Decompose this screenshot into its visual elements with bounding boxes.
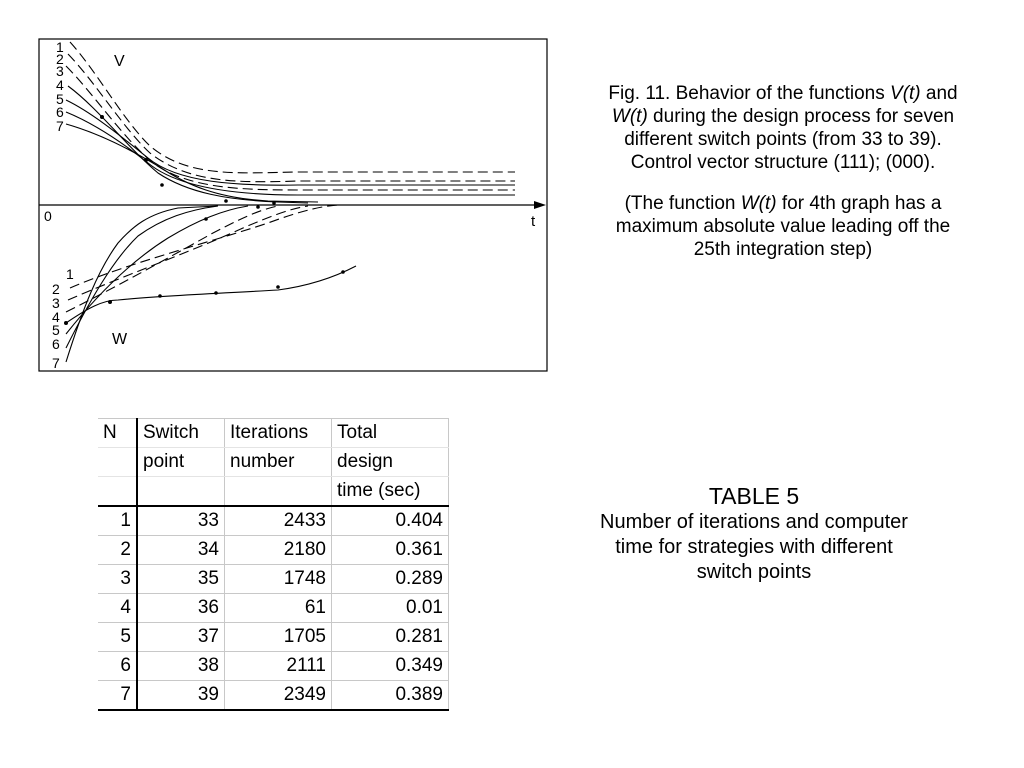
t-label: t — [531, 213, 536, 230]
table-row — [98, 565, 449, 594]
header-cell: Switch — [137, 419, 225, 448]
cell-switch-point: 38 — [137, 652, 225, 681]
w-marker — [341, 270, 345, 274]
cell-switch-point: 34 — [137, 536, 225, 565]
figure-plot — [38, 38, 548, 372]
v-marker — [100, 115, 104, 119]
v-curve-markers — [100, 115, 276, 205]
figure-caption — [562, 82, 1004, 261]
header-cell: number — [225, 448, 332, 477]
caption-italic: W(t) — [611, 106, 648, 127]
table-header-row — [98, 477, 449, 507]
table-row — [98, 536, 449, 565]
cell-iterations: 2111 — [225, 652, 332, 681]
table-caption-line: switch points — [696, 561, 812, 583]
table-row — [98, 506, 449, 536]
w-curves — [66, 205, 356, 362]
w-curve-label: 5 — [52, 322, 60, 338]
v-curve-label: 4 — [56, 77, 64, 93]
caption-text: and — [920, 83, 958, 104]
cell-n: 6 — [98, 652, 137, 681]
table-row — [98, 623, 449, 652]
w-label: W — [112, 331, 128, 348]
table-row — [98, 652, 449, 681]
table-row — [98, 681, 449, 711]
table-title: TABLE 5 — [708, 483, 800, 509]
v-curves — [66, 42, 515, 203]
cell-time: 0.404 — [332, 506, 449, 536]
v-curve-label: 5 — [56, 91, 64, 107]
cell-switch-point: 39 — [137, 681, 225, 711]
cell-iterations: 61 — [225, 594, 332, 623]
header-cell: Iterations — [225, 419, 332, 448]
origin-label: 0 — [44, 208, 52, 224]
header-cell: time (sec) — [332, 477, 449, 507]
caption-text: during the design process for seven — [647, 106, 955, 127]
fig-note-line — [562, 192, 1004, 215]
cell-switch-point: 33 — [137, 506, 225, 536]
cell-switch-point: 37 — [137, 623, 225, 652]
cell-switch-point: 35 — [137, 565, 225, 594]
v-label: V — [114, 53, 125, 70]
header-cell — [98, 477, 137, 507]
header-cell — [137, 477, 225, 507]
table-caption — [548, 482, 960, 585]
fig-caption-line — [562, 105, 1004, 128]
w-curve-5 — [66, 206, 248, 334]
table-caption-line: Number of iterations and computer — [600, 511, 908, 533]
v-curve-label: 7 — [56, 118, 64, 134]
caption-text: for 4th graph has a — [776, 193, 942, 214]
v-marker — [272, 201, 276, 205]
fig-caption-line — [562, 82, 1004, 105]
header-cell — [98, 448, 137, 477]
w-curve-label: 7 — [52, 355, 60, 371]
header-cell: design — [332, 448, 449, 477]
v-curve-label: 6 — [56, 104, 64, 120]
caption-text: (The function — [624, 193, 741, 214]
w-marker — [276, 285, 280, 289]
w-curve-label: 1 — [66, 266, 74, 282]
caption-italic: W(t) — [740, 193, 777, 214]
w-curve-labels — [52, 266, 74, 371]
cell-time: 0.361 — [332, 536, 449, 565]
w-marker — [204, 217, 208, 221]
cell-n: 5 — [98, 623, 137, 652]
header-cell: N — [98, 419, 137, 448]
cell-time: 0.349 — [332, 652, 449, 681]
cell-time: 0.389 — [332, 681, 449, 711]
cell-time: 0.01 — [332, 594, 449, 623]
w-marker — [214, 291, 218, 295]
cell-n: 2 — [98, 536, 137, 565]
fig-note-line: maximum absolute value leading off the — [615, 216, 951, 237]
header-cell — [225, 477, 332, 507]
w-curve-2 — [68, 206, 308, 300]
caption-text: Fig. 11. Behavior of the functions — [608, 83, 891, 104]
header-cell: Total — [332, 419, 449, 448]
w-curve-1 — [70, 205, 338, 288]
header-cell: point — [137, 448, 225, 477]
cell-iterations: 2433 — [225, 506, 332, 536]
cell-time: 0.281 — [332, 623, 449, 652]
w-curve-label: 6 — [52, 336, 60, 352]
curves-figure — [38, 38, 548, 372]
w-marker — [64, 321, 68, 325]
table-header-row — [98, 419, 449, 448]
v-marker — [144, 158, 148, 162]
w-curve-label: 3 — [52, 295, 60, 311]
cell-switch-point: 36 — [137, 594, 225, 623]
cell-n: 7 — [98, 681, 137, 711]
v-curve-2 — [68, 54, 515, 182]
results-table — [98, 418, 449, 711]
v-curve-labels — [56, 39, 64, 134]
w-curve-4 — [66, 266, 356, 323]
cell-iterations: 2349 — [225, 681, 332, 711]
cell-n: 4 — [98, 594, 137, 623]
cell-iterations: 1748 — [225, 565, 332, 594]
v-curve-6 — [66, 112, 515, 195]
w-marker — [256, 205, 260, 209]
table-row — [98, 594, 449, 623]
w-curve-markers — [64, 205, 345, 325]
cell-iterations: 2180 — [225, 536, 332, 565]
v-curve-label: 2 — [56, 51, 64, 67]
fig-note-line: 25th integration step) — [693, 239, 873, 260]
cell-n: 1 — [98, 506, 137, 536]
w-curve-label: 2 — [52, 281, 60, 297]
fig-caption-line: different switch points (from 33 to 39). — [624, 129, 942, 150]
v-curve-label: 1 — [56, 39, 64, 55]
cell-iterations: 1705 — [225, 623, 332, 652]
caption-italic: V(t) — [890, 83, 921, 104]
v-marker — [224, 199, 228, 203]
table-header-row — [98, 448, 449, 477]
v-curve-label: 3 — [56, 63, 64, 79]
w-marker — [108, 300, 112, 304]
cell-n: 3 — [98, 565, 137, 594]
w-curve-label: 4 — [52, 309, 60, 325]
w-marker — [158, 294, 162, 298]
t-axis-arrow — [534, 201, 546, 209]
table-caption-line: time for strategies with different — [615, 536, 893, 558]
fig-caption-line: Control vector structure (111); (000). — [630, 152, 936, 173]
cell-time: 0.289 — [332, 565, 449, 594]
w-curve-6 — [66, 206, 218, 348]
w-curve-7 — [66, 206, 218, 362]
v-marker — [160, 183, 164, 187]
